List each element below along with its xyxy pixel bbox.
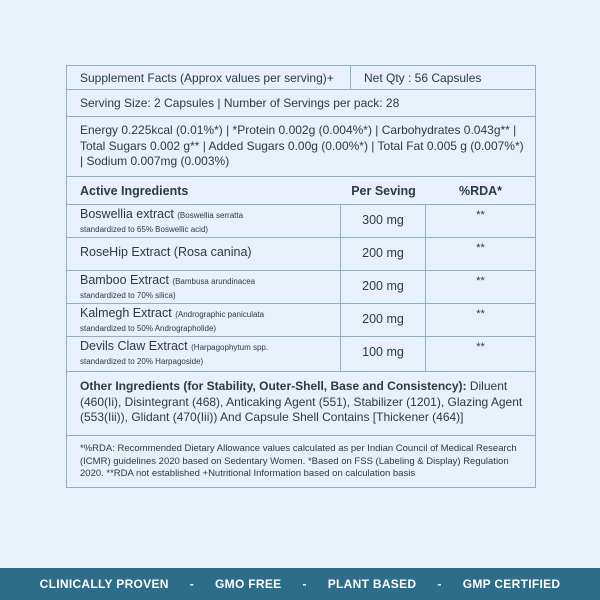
ingredient-name: RoseHip Extract (Rosa canina) bbox=[80, 245, 252, 259]
ingredient-cell bbox=[67, 238, 341, 270]
ingredient-amount: 100 mg bbox=[341, 337, 426, 371]
supplement-facts-panel bbox=[66, 65, 536, 488]
facts-title: Supplement Facts (Approx values per serving)+ bbox=[67, 66, 351, 89]
table-row bbox=[67, 205, 535, 238]
banner-separator: - bbox=[302, 577, 307, 591]
certification-banner bbox=[0, 568, 600, 600]
header-per-serving: Per Seving bbox=[351, 184, 416, 198]
ingredient-amount: 200 mg bbox=[341, 238, 426, 270]
other-ingredients-label: Other Ingredients (for Stability, Outer-Shell, Base and Consistency): bbox=[80, 379, 467, 393]
ingredient-amount: 200 mg bbox=[341, 271, 426, 303]
ingredient-cell bbox=[67, 337, 341, 371]
ingredient-rda: ** bbox=[476, 275, 485, 287]
ingredient-rda: ** bbox=[476, 242, 485, 254]
ingredient-standardization: standardized to 20% Harpagoside) bbox=[80, 357, 204, 366]
table-row bbox=[67, 304, 535, 337]
footnote: *%RDA: Recommended Dietary Allowance values calculated as per Indian Council of Medical Research (ICMR) guidelines 2020 based on Sedentary Women. *Based on FSS (Labeling & Display) Regulation 2020. **RDA not established +Nutritional Information based on calculation basis bbox=[80, 443, 517, 479]
ingredient-standardization: standardized to 50% Andrographolide) bbox=[80, 324, 217, 333]
ingredient-name: Boswellia extract bbox=[80, 207, 178, 221]
ingredient-source: (Harpagophytum spp. bbox=[191, 343, 269, 352]
ingredient-amount: 300 mg bbox=[341, 205, 426, 237]
serving-info: Serving Size: 2 Capsules | Number of Servings per pack: 28 bbox=[67, 90, 535, 117]
banner-item-clinically-proven: CLINICALLY PROVEN bbox=[39, 577, 169, 591]
ingredient-cell bbox=[67, 304, 341, 336]
ingredient-source: (Bambusa arundinacea bbox=[172, 277, 256, 286]
table-row bbox=[67, 337, 535, 372]
ingredient-standardization: standardized to 65% Boswellic acid) bbox=[80, 225, 209, 234]
other-ingredients bbox=[67, 372, 535, 436]
facts-header-row bbox=[67, 66, 535, 90]
ingredient-source: (Boswellia serratta bbox=[177, 211, 244, 220]
banner-separator: - bbox=[437, 577, 442, 591]
net-quantity: Net Qty : 56 Capsules bbox=[364, 71, 482, 85]
ingredient-name: Devils Claw Extract bbox=[80, 339, 192, 353]
banner-item-gmo-free: GMO FREE bbox=[215, 577, 282, 591]
header-active-ingredients: Active Ingredients bbox=[80, 184, 189, 198]
banner-item-plant-based: PLANT BASED bbox=[327, 577, 417, 591]
banner-separator: - bbox=[189, 577, 195, 591]
other-ingredients-text: Diluent (460(Ii), Disintegrant (468), Anticaking Agent (551), Stabilizer (1201), Glazing Agent (553(Iii)), Glidant (470(Iii)) And Capsule Shell Contains [Thickener (464)] bbox=[80, 379, 523, 424]
table-row bbox=[67, 238, 535, 271]
ingredient-name: Kalmegh Extract bbox=[80, 306, 176, 320]
ingredient-standardization: standardized to 70% silica) bbox=[80, 291, 176, 300]
ingredient-name: Bamboo Extract bbox=[80, 273, 173, 287]
ingredient-rda: ** bbox=[476, 341, 485, 353]
ingredient-rda: ** bbox=[476, 209, 485, 221]
banner-item-gmp-certified: GMP CERTIFIED bbox=[462, 577, 561, 591]
ingredient-cell bbox=[67, 205, 341, 237]
table-row bbox=[67, 271, 535, 304]
ingredients-table-header bbox=[67, 177, 535, 205]
ingredient-amount: 200 mg bbox=[341, 304, 426, 336]
ingredient-cell bbox=[67, 271, 341, 303]
ingredient-rda: ** bbox=[476, 308, 485, 320]
ingredient-source: (Andrographic paniculata bbox=[175, 310, 265, 319]
header-rda: %RDA* bbox=[458, 184, 503, 198]
nutrition-info: Energy 0.225kcal (0.01%*) | *Protein 0.002g (0.004%*) | Carbohydrates 0.043g** | Total Sugars 0.002 g** | Added Sugars 0.00g (0.00%*) | Total Fat 0.005 g (0.007%*) | Sodium 0.007mg (0.003%) bbox=[67, 117, 535, 177]
